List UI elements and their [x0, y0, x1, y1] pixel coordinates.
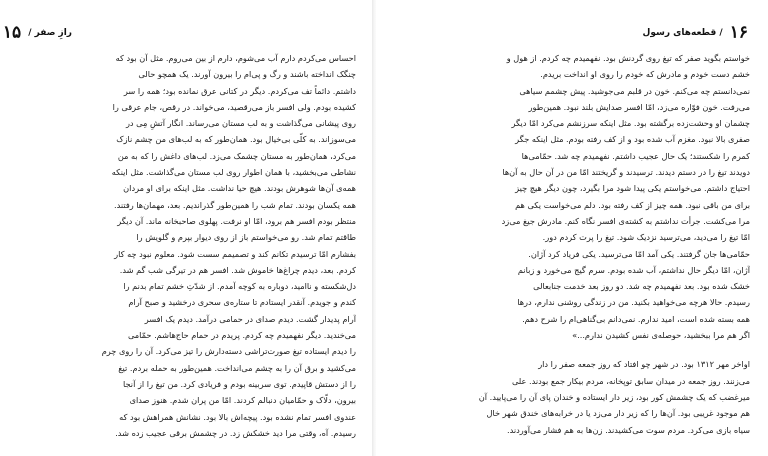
- text-line: دویدند تیغ را در دستم دیدند. ترسیدند و گریختند امّا من در آن حال به آن‌ها: [502, 167, 750, 178]
- text-line: می‌کرد، همان‌طور به مستان چشمک می‌زد. لب‌های داغش را که به من: [117, 150, 356, 161]
- text-line: دل‌شکسته و ناامید، دوباره به کوچه آمدم. از شدّتِ خشم تمام بدنم را: [123, 281, 356, 292]
- text-line: همه‌ی آن‌ها شوهرش بودند. هیچ حیا نداشت. مثل اینکه برای او مردان: [123, 183, 356, 194]
- left-page-body: [64, 50, 356, 441]
- text-line: کندم و جویدم. آنقدر ایستادم تا ستاره‌ی سحری درخشید و صبح آرام: [128, 297, 356, 308]
- text-line: می‌خندید. دیگر نفهمیدم چه کردم. پریدم در حمام حاج‌هاشم. حمّامی: [127, 330, 356, 341]
- section-break: [388, 343, 750, 356]
- text-line: بفشارم امّا ترسیدم تکانم کند و تصمیمم سست شود. معلوم نبود چه کار: [114, 248, 356, 259]
- text-line: نمی‌دانستم چه می‌کنم. خون در قلبم می‌جوشید. پیش چشمم سیاهی: [519, 85, 750, 96]
- text-line: کشیده بودم. ولی افسر باز می‌رقصید، می‌خواند. در رقص، جام عرقی را: [112, 101, 356, 112]
- text-line: کردم. بعد، دیدم چراغ‌ها خاموش شد. افسر هم در تیرگی شب گم شد.: [119, 264, 356, 275]
- text-line: خشک شده بود. بعد نفهمیدم چه شد. دو روز بعد خدمت جنابعالی: [533, 281, 750, 292]
- left-page-header: [3, 22, 74, 42]
- text-line: امّا تیغ را می‌دید، می‌ترسید نزدیک شود. تیغ را پرت کردم دور.: [542, 232, 750, 243]
- text-line: خشم دست خودم و مادرش که خودم را روی او انداخت بریدم.: [540, 69, 750, 80]
- text-line: می‌رفت. خون فوّاره می‌زد، امّا افسر صدایش بلند نبود. همین‌طور: [528, 101, 750, 112]
- text-line: احتیاج داشتم. می‌خواستم یکی پیدا شود مرا بگیرد، چون دیگر هیچ چیز: [515, 183, 750, 194]
- text-line: هم موجود غریبی بود. آن‌ها را که زیر دار می‌زد یا در خرابه‌های خندق شهر خال: [486, 408, 750, 419]
- right-page-body: [388, 50, 750, 438]
- text-line: روی پیشانی می‌گذاشت و به لب مستان می‌رساند. انگار آتشِ مِی در: [125, 118, 356, 129]
- text-line: همه یکسان بودند. تمام شب را همین‌طور گذراندیم. بعد، مهمان‌ها رفتند.: [114, 199, 356, 210]
- right-page-header: [641, 22, 748, 42]
- text-line: اواخر مهر ۱۳۱۲ بود. در شهر چو افتاد که روز جمعه صفر را دار: [538, 359, 750, 370]
- text-line: طاقتم تمام شد. رو می‌خواستم باز از روی دیوار بپرم و گلویش را: [136, 232, 356, 243]
- text-line: می‌کشید و برق آن را به چشم می‌انداخت. همین‌طور به حمله بردم. تیغ: [118, 362, 356, 373]
- text-line: رسیدم. حالا هرچه می‌خواهید بکنید. من در زندگی روشنی ندارم، درها: [517, 297, 750, 308]
- text-line: میرغضب که یک چشمش کور بود، زیر دار ایستاده و خندان پای آن را می‌پایید. آن: [478, 391, 750, 402]
- running-title: رازِ صفر /: [28, 27, 72, 38]
- text-line: نشاطی می‌بخشید، با همان اطوار روی لب مستان می‌گذاشت. مثل اینکه: [111, 167, 356, 178]
- text-line: اگر هم مرا ببخشید، حوصله‌ی نفس کشیدن ندارم...»: [572, 330, 750, 341]
- text-line: آژان، امّا دیگر حال نداشتم، آب شده بودم. سرم گیج می‌خورد و زبانم: [517, 264, 750, 275]
- right-page: [376, 0, 768, 456]
- page-number: ۱۶: [729, 22, 748, 43]
- left-page: [0, 0, 374, 456]
- text-line: کمرم را شکستند؛ یک حال عجیب داشتم. نفهمیدم چه شد. حمّامی‌ها: [521, 150, 750, 161]
- text-line: عندوی افسر تمام نشده بود. پیچه‌اش بالا بود. نشانش همراهش بود که: [119, 411, 356, 422]
- text-line: آرام پدیدار گشت. دیدم صدای در حمامی درآمد. دیدم یک افسر: [144, 313, 356, 324]
- text-line: را دیدم ایستاده تیغ صورت‌تراشی دسته‌دارش را تیز می‌کرد. آن را روی چرم: [101, 346, 356, 357]
- text-line: مرا می‌کشت. جرأت نداشتم به کشته‌ی افسر نگاه کنم. مادرش جیغ می‌زد: [501, 215, 750, 226]
- text-line: احساس می‌کردم دارم آب می‌شوم، دارم از بین می‌روم. مثل آن بود که: [115, 53, 356, 63]
- text-line: منتظر بودم افسر هم برود، امّا او نرفت. پهلوی صاحبخانه ماند. آن دیگر: [117, 215, 356, 226]
- text-line: داشتم. دائماً تف می‌کردم. دیگر در کتانی عرق نمانده بود؛ همه را سر: [123, 85, 356, 96]
- text-line: همه بسته شده است، امید ندارم. نمی‌دانم بی‌گناهی‌ام را شرح دهم.: [522, 313, 750, 324]
- text-line: خواستم بگوید صفر که تیغ روی گردنش بود. نفهمیدم چه کردم. از هول و: [506, 53, 750, 63]
- text-line: چشمان او وحشت‌زده برگشته بود. مثل اینکه سرزنشم می‌کرد امّا دیگر: [511, 118, 750, 129]
- text-line: می‌سوزاند. به کلّی بی‌خیال بود. همان‌طور که به لب‌های من چشم نازک: [116, 134, 356, 145]
- text-line: چنگک انداخته باشند و رگ و پی‌ام را بیرون آورند. یک همچو حالی: [138, 69, 356, 80]
- text-line: حمّامی‌ها جان گرفتند. یکی آمد امّا می‌ترسید. یکی فریاد کرد آژان.: [528, 248, 750, 259]
- text-line: را از دستش قاپیدم. توی سربینه بودم و فریادی کرد. من تیغ را از آنجا: [123, 378, 356, 389]
- text-line: بیرون، دلّاک و حمّامیان دنبالم کردند. امّا من پران شدم. هنوز صدای: [129, 395, 356, 406]
- text-line: سیاه بازی می‌کرد. مردم سوت می‌کشیدند. زن‌ها به هم فشار می‌آوردند.: [506, 424, 750, 435]
- text-line: صفری بالا نبود. مغزم آب شده بود و از کف رفته بودم. مثل اینکه جگر: [515, 134, 750, 145]
- text-line: می‌زنند. روز جمعه در میدان سابق توپخانه، مردم بیکار جمع بودند. علی: [511, 375, 750, 386]
- text-line: برای من باقی نبود. همه چیز از کف رفته بود. دلم می‌خواست یکی هم: [515, 199, 750, 210]
- text-line: رسیدم. آه، وقتی مرا دید خشکش زد. در چشمش برقی عجیب زده شد.: [115, 427, 356, 438]
- running-title: / قطعه‌های رسول: [642, 27, 723, 38]
- page-number: ۱۵: [2, 22, 22, 43]
